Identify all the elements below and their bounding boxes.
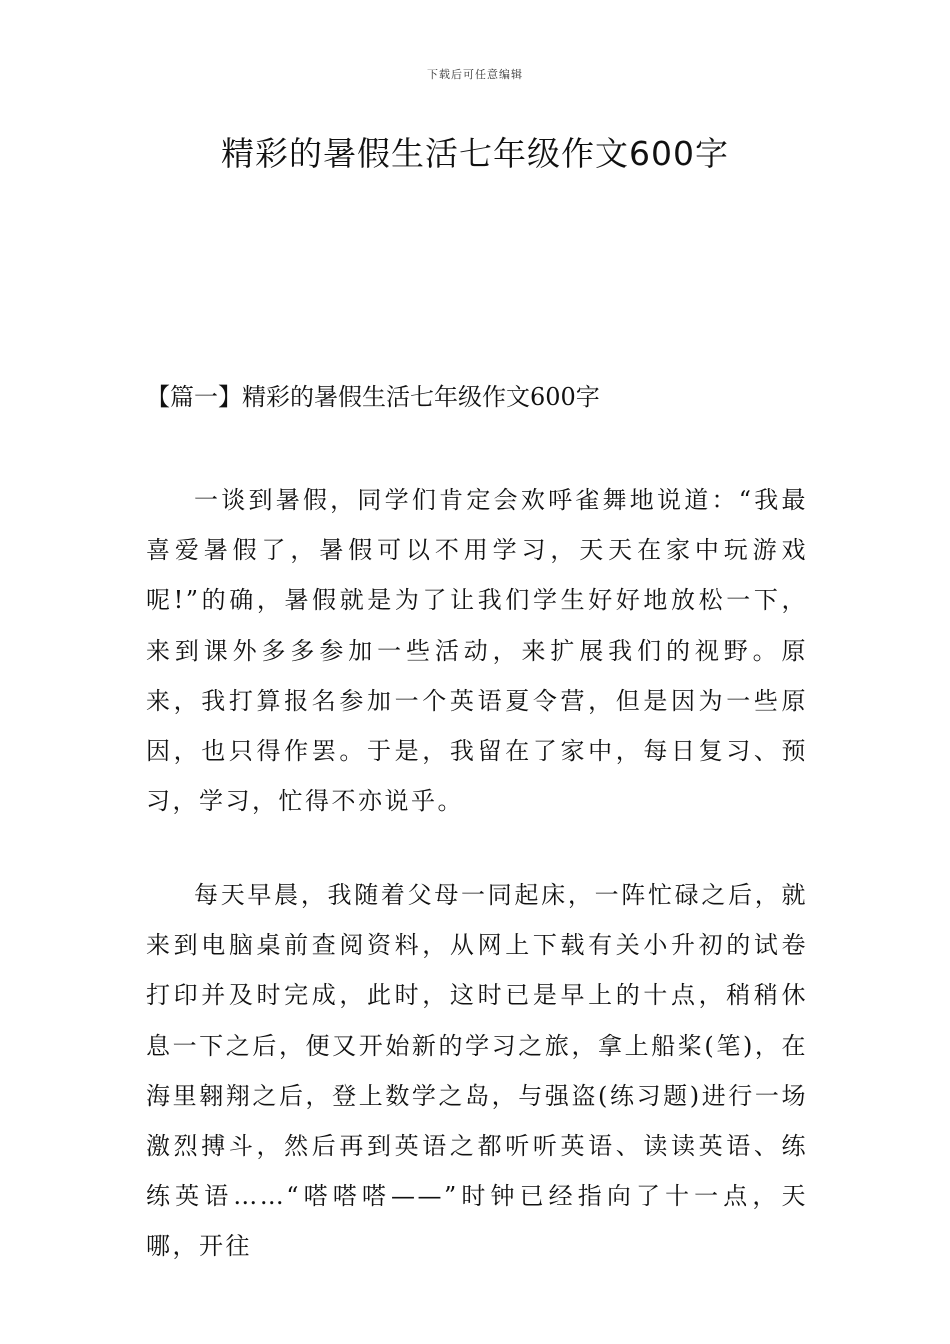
page-header-note: 下载后可任意编辑: [427, 68, 523, 81]
section-heading: 【篇一】精彩的暑假生活七年级作文600字: [146, 383, 600, 411]
paragraph-2: 每天早晨，我随着父母一同起床，一阵忙碌之后，就来到电脑桌前查阅资料，从网上下载有关小升初的试卷打印并及时完成，此时，这时已是早上的十点，稍稍休息一下之后，便又开始新的学习之旅，拿上船桨(笔)，在海里翱翔之后，登上数学之岛，与强盗(练习题)进行一场激烈搏斗，然后再到英语之都听听英语、读读英语、练练英语……“嗒嗒嗒——”时钟已经指向了十一点，天哪，开往: [146, 881, 808, 1261]
paragraph-1: 一谈到暑假，同学们肯定会欢呼雀舞地说道：“我最喜爱暑假了，暑假可以不用学习，天天在家中玩游戏呢!”的确，暑假就是为了让我们学生好好地放松一下，来到课外多多参加一些活动，来扩展我们的视野。原来，我打算报名参加一个英语夏令营，但是因为一些原因，也只得作罢。于是，我留在了家中，每日复习、预习，学习，忙得不亦说乎。: [146, 486, 808, 816]
document-title: 精彩的暑假生活七年级作文600字: [221, 134, 729, 173]
